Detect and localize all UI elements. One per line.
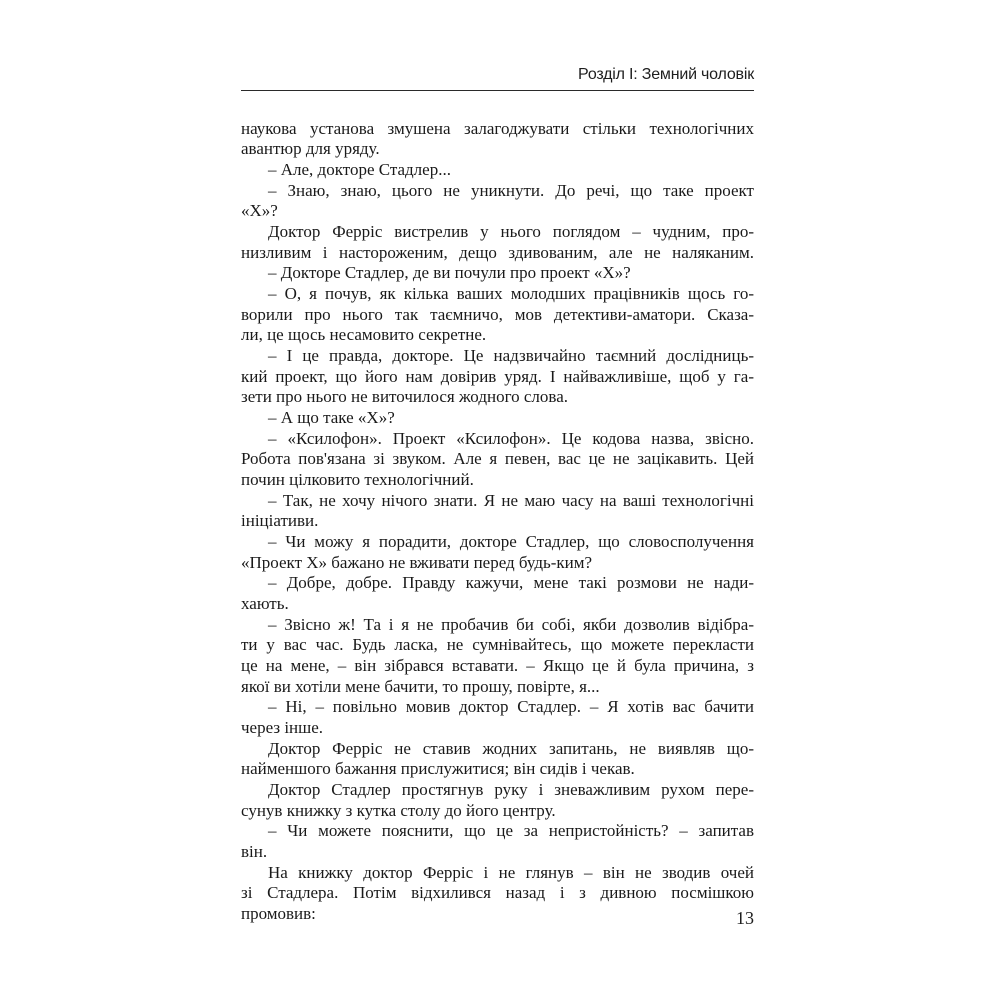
text-line: зети про нього не виточилося жодного слова. xyxy=(241,387,568,406)
text-line: сунув книжку з кутка столу до його центру. xyxy=(241,801,556,820)
text-line: кий проект, що його нам довірив уряд. І найважливіше, щоб у га- xyxy=(241,367,754,386)
text-line: «Проект Х» бажано не вживати перед будь-ким? xyxy=(241,553,593,572)
text-line: – Але, докторе Стадлер... xyxy=(268,160,451,179)
text-line: Доктор Стадлер простягнув руку і зневажливим рухом пере- xyxy=(268,780,754,799)
text-line: – Звісно ж! Та і я не пробачив би собі, якби дозволив відібра- xyxy=(268,615,754,634)
text-line: хають. xyxy=(241,594,289,613)
text-line: – Чи можу я порадити, докторе Стадлер, що словосполучення xyxy=(268,532,754,551)
text-line: ти у вас час. Будь ласка, не сумнівайтесь, що можете перекласти xyxy=(241,635,754,654)
text-line: промовив: xyxy=(241,904,316,923)
text-line: «Х»? xyxy=(241,201,278,220)
text-line: низливим і настороженим, дещо здивованим, але не наляканим. xyxy=(241,243,754,262)
text-line: наукова установа змушена залагоджувати стільки технологічних xyxy=(241,119,754,138)
text-line: Доктор Ферріс не ставив жодних запитань, не виявляв що- xyxy=(268,739,754,758)
text-line: – І це правда, докторе. Це надзвичайно таємний дослідниць- xyxy=(268,346,754,365)
text-line: через інше. xyxy=(241,718,324,737)
text-line: найменшого бажання прислужитися; він сидів і чекав. xyxy=(241,759,635,778)
text-line: – Ні, – повільно мовив доктор Стадлер. – Я хотів вас бачити xyxy=(268,697,754,716)
text-line: – Так, не хочу нічого знати. Я не маю часу на ваші технологічні xyxy=(268,491,754,510)
text-line: Доктор Ферріс вистрелив у нього поглядом – чудним, про- xyxy=(268,222,754,241)
text-line: – О, я почув, як кілька ваших молодших працівників щось го- xyxy=(268,284,754,303)
text-line: зі Стадлера. Потім відхилився назад і з дивною посмішкою xyxy=(241,883,754,902)
text-line: – Чи можете пояснити, що це за непристойність? – запитав xyxy=(268,821,754,840)
page-number: 13 xyxy=(736,908,754,928)
text-line: ініціативи. xyxy=(241,511,319,530)
text-line: – А що таке «Х»? xyxy=(268,408,395,427)
text-line: – «Ксилофон». Проект «Ксилофон». Це кодова назва, звісно. xyxy=(268,429,754,448)
text-line: – Докторе Стадлер, де ви почули про проект «Х»? xyxy=(268,263,631,282)
text-line: – Добре, добре. Правду кажучи, мене такі розмови не нади- xyxy=(268,573,754,592)
text-line: це на мене, – він зібрався вставати. – Якщо це й була причина, з xyxy=(241,656,754,675)
text-line: – Знаю, знаю, цього не уникнути. До речі, що таке проект xyxy=(268,181,754,200)
text-line: почин цілковито технологічний. xyxy=(241,470,474,489)
header-rule xyxy=(241,90,754,91)
text-line: На книжку доктор Ферріс і не глянув – він не зводив очей xyxy=(268,863,754,882)
text-line: він. xyxy=(241,842,268,861)
text-line: ворили про нього так таємничо, мов детективи-аматори. Сказа- xyxy=(241,305,754,324)
running-head: Розділ I: Земний чоловік xyxy=(578,66,754,83)
text-line: якої ви хотіли мене бачити, то прошу, повірте, я... xyxy=(241,677,600,696)
text-line: ли, це щось несамовито секретне. xyxy=(241,325,487,344)
text-line: Робота пов'язана зі звуком. Але я певен, вас це не зацікавить. Цей xyxy=(241,449,754,468)
text-line: авантюр для уряду. xyxy=(241,139,380,158)
